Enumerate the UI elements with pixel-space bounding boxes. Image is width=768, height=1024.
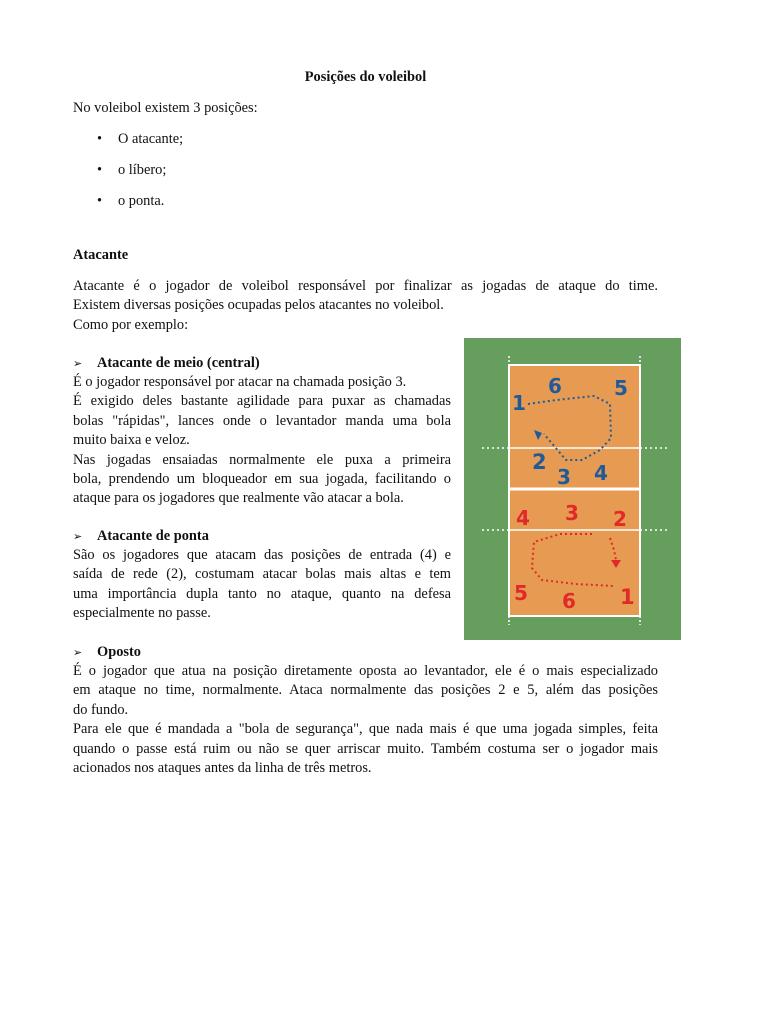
paragraph-line: Para ele que é mandada a "bola de segurança", que nada mais é que uma jogada simples, feita <box>73 721 658 738</box>
ponta-paragraph <box>73 546 451 624</box>
paragraph-line: bolas "rápidas", lances onde o levantador manda uma bola <box>73 412 451 429</box>
subheading-text: Oposto <box>97 644 141 660</box>
paragraph-line: saída de rede (2), costumam atacar bolas mais altas e tem <box>73 566 451 583</box>
bullet: • <box>97 162 103 178</box>
intro-text: No voleibol existem 3 posições: <box>73 100 258 116</box>
arrow-bullet-icon: ➢ <box>73 357 83 370</box>
bullet: • <box>97 193 103 209</box>
paragraph-line: quando o passe está ruim ou não se quer arriscar muito. Também costuma ser o jogador mais <box>73 740 658 757</box>
red-position-number: 1 <box>620 585 635 609</box>
section-heading-atacante: Atacante <box>73 247 129 263</box>
subheading-oposto <box>73 643 141 662</box>
blue-position-number: 5 <box>614 376 628 400</box>
red-position-number: 5 <box>514 581 528 605</box>
court-svg <box>464 338 681 640</box>
paragraph-line: É o jogador responsável por atacar na chamada posição 3. <box>73 374 407 390</box>
paragraph-line: Atacante é o jogador de voleibol responsável por finalizar as jogadas de ataque do time. <box>73 278 658 294</box>
paragraph-line: Como por exemplo: <box>73 316 189 333</box>
paragraph-line: do fundo. <box>73 701 129 718</box>
paragraph-line: Nas jogadas ensaiadas normalmente ele puxa a primeira <box>73 451 451 468</box>
paragraph-line: muito baixa e veloz. <box>73 432 190 449</box>
red-position-number: 2 <box>613 507 627 531</box>
paragraph-line: Existem diversas posições ocupadas pelos atacantes no voleibol. <box>73 297 444 314</box>
bullet: • <box>97 131 103 147</box>
subheading-text: Atacante de meio (central) <box>97 355 260 371</box>
volleyball-court-diagram <box>464 338 681 640</box>
positions-list <box>73 130 658 220</box>
list-item-text: o ponta. <box>118 193 165 209</box>
red-position-number: 6 <box>562 589 576 613</box>
paragraph-line: especialmente no passe. <box>73 605 211 622</box>
blue-position-number: 1 <box>512 391 526 415</box>
paragraph-line: uma importância dupla tanto no ataque, quanto na defesa <box>73 585 451 602</box>
red-position-number: 3 <box>565 501 579 525</box>
list-item-text: O atacante; <box>118 131 184 147</box>
oposto-paragraph <box>73 662 658 778</box>
blue-position-number: 3 <box>557 465 571 489</box>
meio-paragraph <box>73 373 451 509</box>
paragraph-line: É exigido deles bastante agilidade para puxar as chamadas <box>73 393 451 410</box>
blue-position-number: 2 <box>532 450 547 474</box>
page-title: Posições do voleibol <box>304 69 427 85</box>
red-position-number: 4 <box>516 506 530 530</box>
paragraph-line: acionados nos ataques antes da linha de três metros. <box>73 760 372 777</box>
subheading-atacante-meio <box>73 354 260 373</box>
blue-position-number: 6 <box>548 374 562 398</box>
paragraph-line: São os jogadores que atacam das posições de entrada (4) e <box>73 547 451 563</box>
paragraph-line: bola, prendendo um bloqueador em sua jogada, facilitando o <box>73 471 451 488</box>
paragraph-line: ataque para os jogadores que realmente vão atacar a bola. <box>73 490 404 507</box>
arrow-bullet-icon: ➢ <box>73 530 83 543</box>
paragraph-line: É o jogador que atua na posição diretamente oposta ao levantador, ele é o mais especializado <box>73 663 658 679</box>
subheading-text: Atacante de ponta <box>97 528 209 544</box>
paragraph-line: em ataque no time, normalmente. Ataca normalmente das posições 2 e 5, além das posições <box>73 682 658 699</box>
arrow-bullet-icon: ➢ <box>73 646 83 659</box>
blue-position-number: 4 <box>594 461 608 485</box>
list-item-text: o líbero; <box>118 162 167 178</box>
atacante-paragraph <box>73 277 658 335</box>
subheading-atacante-ponta <box>73 527 209 546</box>
